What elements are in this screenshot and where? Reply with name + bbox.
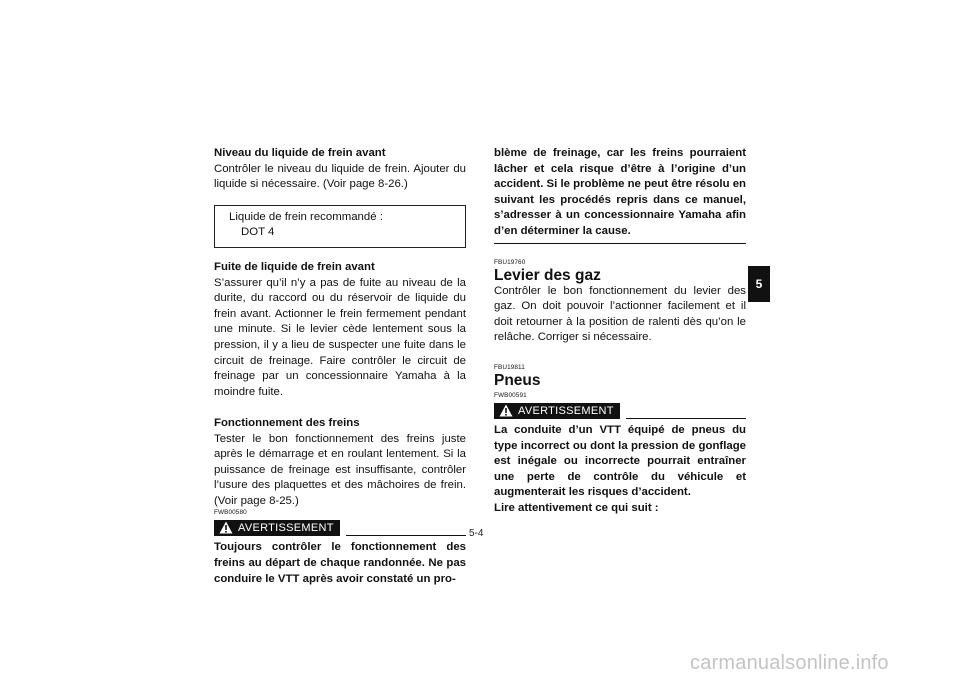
brake-operation-text: Tester le bon fonctionnement des freins juste après le démarrage et en roulant lentement. Si la puissance de freinage est insuffisante, contrôler l’usure des plaquettes et des mâchoires de frein. (Voir page 8-25.) (214, 432, 466, 507)
warning-header (214, 518, 466, 536)
spec-label: Liquide de frein recommandé : (229, 210, 383, 223)
left-column (214, 146, 466, 587)
spec-value: DOT 4 (241, 226, 275, 239)
tires-warning-badge (494, 403, 620, 419)
tires-warning-label: AVERTISSEMENT (518, 404, 614, 417)
warning-rule (346, 535, 466, 536)
brake-leak-heading: Fuite de liquide de frein avant (214, 260, 375, 273)
front-brake-fluid-text: Contrôler le niveau du liquide de frein. Ajouter du liquide si nécessaire. (Voir page 8-26.) (214, 162, 466, 191)
throttle-lever-text: Contrôler le bon fonctionnement du levier des gaz. On doit pouvoir l’actionner facilement et il doit retourner à la position de ralenti dès qu’on le relâche. Corriger si nécessaire. (494, 284, 746, 344)
warning-badge (214, 520, 340, 536)
tires-section-code: FBU19811 (494, 363, 525, 371)
warning-triangle-icon (219, 521, 233, 534)
brake-leak-text: S’assurer qu’il n’y a pas de fuite au niveau de la durite, du raccord ou du réservoir de liquide du frein avant. Actionner le frein fermement pendant une minute. Si le levier cède lentement sous la pression, il y a lieu de suspecter une fuite dans le circuit de freinage. Faire contrôler le circuit de freinage par un concessionnaire Yamaha à la moindre fuite. (214, 276, 466, 398)
tires-warning-text: La conduite d’un VTT équipé de pneus du type incorrect ou dont la pression de gonflage est inégale ou incorrecte pourrait entraîner une perte de contrôle du véhicule et augmenterait les risques d’accident. (494, 423, 746, 499)
front-brake-fluid-heading: Niveau du liquide de frein avant (214, 147, 386, 159)
tires-title: Pneus (494, 371, 541, 389)
chapter-tab: 5 (748, 266, 770, 302)
watermark: carmanualsonline.info (690, 652, 889, 674)
right-column (494, 146, 746, 517)
spec-box (214, 205, 466, 248)
warning-text: Toujours contrôler le fonctionnement des freins au départ de chaque randonnée. Ne pas conduire le VTT après avoir constaté un pro- (214, 541, 466, 585)
tires-read-carefully: Lire attentivement ce qui suit : (494, 501, 659, 514)
tires-warning-code: FWB00591 (494, 391, 527, 399)
tires-warning-header (494, 401, 746, 419)
warning-code: FWB00580 (214, 509, 247, 517)
page-number: 5-4 (469, 528, 484, 539)
warning-triangle-icon (499, 404, 513, 417)
brake-operation-heading: Fonctionnement des freins (214, 416, 360, 429)
throttle-section-code: FBU19760 (494, 258, 526, 266)
throttle-lever-title: Levier des gaz (494, 266, 601, 284)
tires-warning-rule (626, 418, 746, 419)
warning-continuation: blème de freinage, car les freins pourraient lâcher et cela risque d’être à l’origine d’un accident. Si le problème ne peut être résolu en suivant les procédés repris dans ce manuel, s’adresser à un concessionnaire Yamaha afin d’en déterminer la cause. (494, 147, 746, 237)
warning-label: AVERTISSEMENT (238, 522, 334, 535)
